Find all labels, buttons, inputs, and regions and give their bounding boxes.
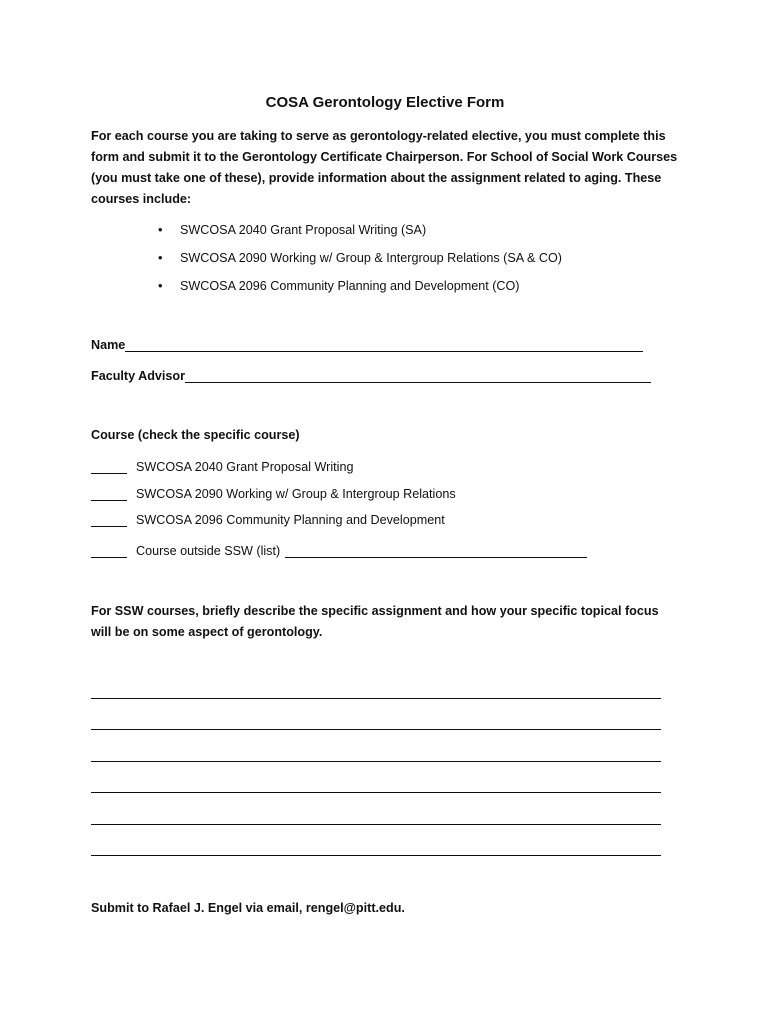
advisor-label: Faculty Advisor <box>91 369 186 383</box>
submit-instruction: Submit to Rafael J. Engel via email, rengel@pitt.edu. <box>91 901 405 915</box>
intro-paragraph: For each course you are taking to serve as gerontology-related elective, you must complete this form and submit it to the Gerontology Certificate Chairperson. For School of Social Work Courses (you must take one of these), provide information about the assignment related to aging. These courses include: <box>91 129 678 206</box>
checkbox-blank-outside[interactable] <box>91 544 127 558</box>
answer-line-4[interactable] <box>91 792 661 793</box>
advisor-input-line[interactable] <box>185 368 651 383</box>
answer-line-2[interactable] <box>91 729 661 730</box>
course-option-outside: Course outside SSW (list) <box>91 540 587 558</box>
answer-line-5[interactable] <box>91 824 661 825</box>
advisor-field <box>91 365 651 383</box>
checkbox-blank-2090[interactable] <box>91 487 127 501</box>
name-field <box>91 334 643 352</box>
page-title: COSA Gerontology Elective Form <box>265 94 505 111</box>
course-section-label: Course (check the specific course) <box>91 428 300 442</box>
answer-line-6[interactable] <box>91 855 661 856</box>
checkbox-blank-2096[interactable] <box>91 513 127 527</box>
course-option-2040: SWCOSA 2040 Grant Proposal Writing <box>91 456 353 474</box>
name-input-line[interactable] <box>125 337 643 352</box>
outside-course-input-line[interactable] <box>285 544 587 558</box>
bullet-icon: • <box>158 250 163 265</box>
bullet-icon: • <box>158 278 163 293</box>
answer-line-1[interactable] <box>91 698 661 699</box>
name-label: Name <box>91 338 126 352</box>
checkbox-blank-2040[interactable] <box>91 460 127 474</box>
course-bullet-list <box>158 219 562 303</box>
list-item: • SWCOSA 2040 Grant Proposal Writing (SA) <box>158 219 562 247</box>
answer-line-3[interactable] <box>91 761 661 762</box>
list-item: • SWCOSA 2096 Community Planning and Development (CO) <box>158 275 562 303</box>
course-option-2090: SWCOSA 2090 Working w/ Group & Intergroup Relations <box>91 483 456 501</box>
course-option-2096: SWCOSA 2096 Community Planning and Development <box>91 509 445 527</box>
list-item: • SWCOSA 2090 Working w/ Group & Intergroup Relations (SA & CO) <box>158 247 562 275</box>
assignment-prompt: For SSW courses, briefly describe the specific assignment and how your specific topical focus will be on some aspect of gerontology. <box>91 604 659 639</box>
bullet-icon: • <box>158 222 163 237</box>
